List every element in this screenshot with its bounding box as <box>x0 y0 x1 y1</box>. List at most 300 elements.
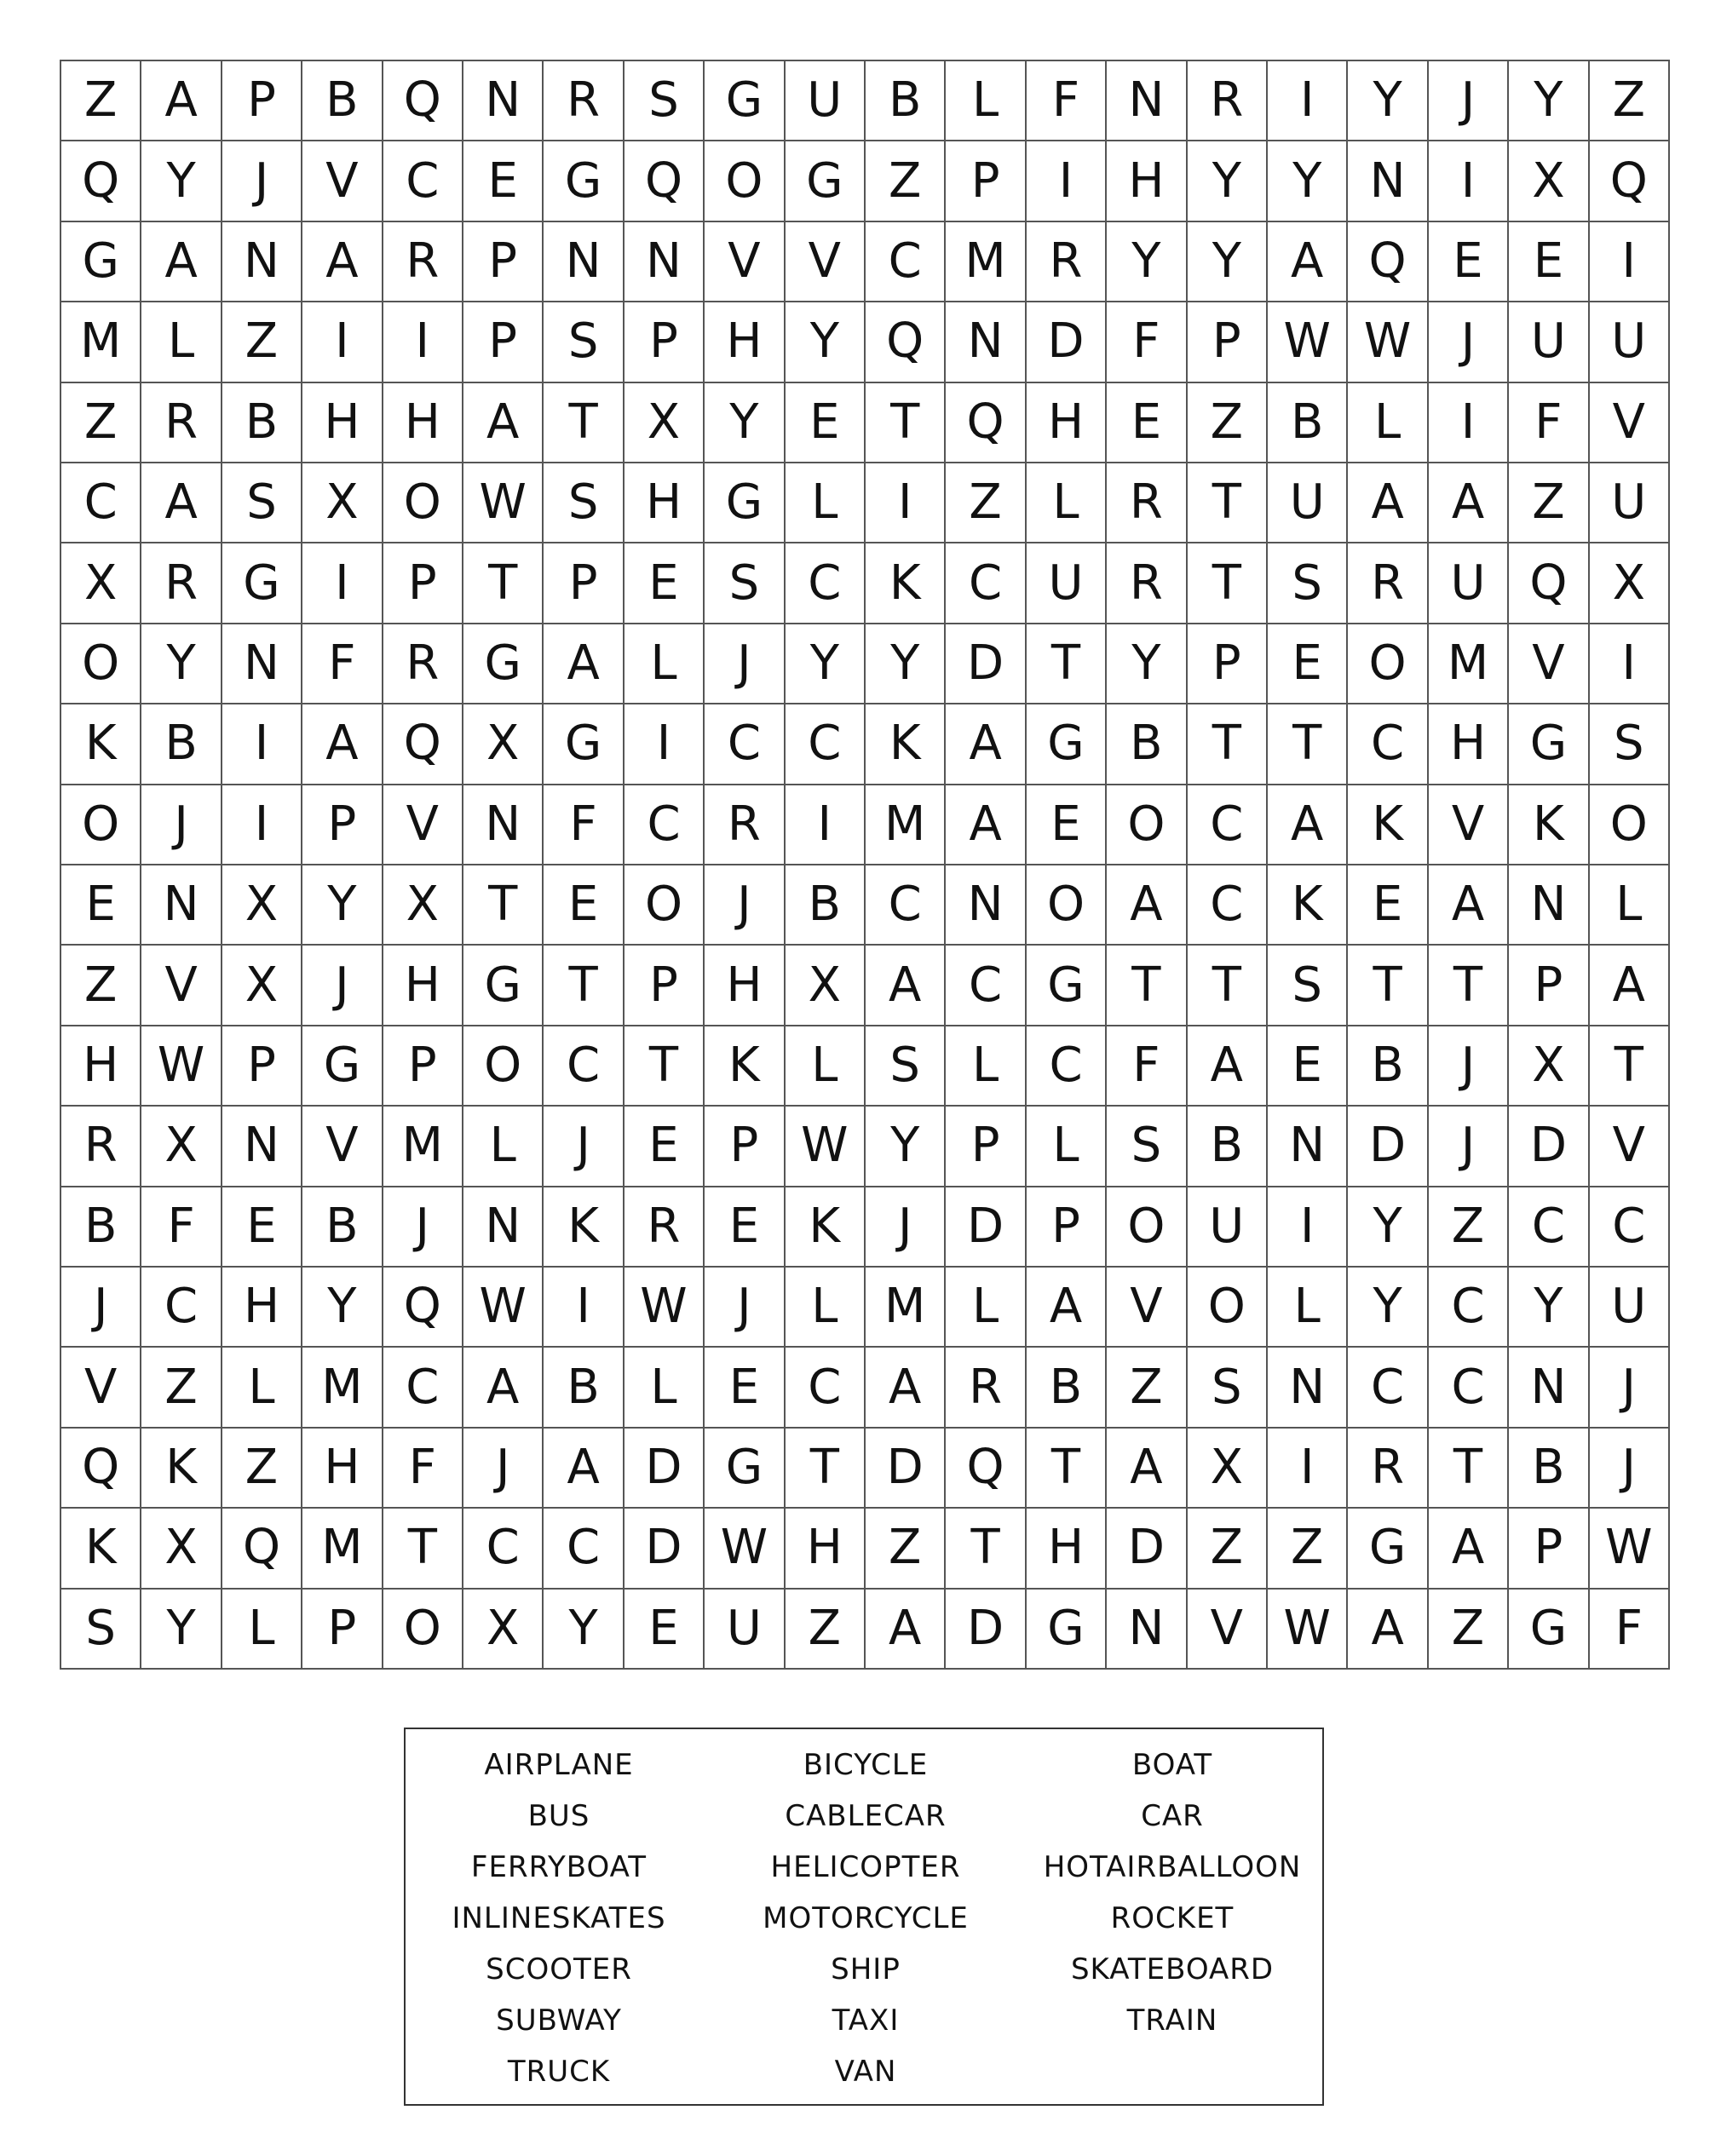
grid-cell[interactable]: Y <box>1107 624 1187 704</box>
grid-cell[interactable]: G <box>1027 704 1107 785</box>
grid-cell[interactable]: Z <box>866 1509 946 1589</box>
grid-cell[interactable]: Y <box>141 141 222 221</box>
grid-cell[interactable]: M <box>61 302 141 382</box>
grid-cell[interactable]: P <box>302 785 383 865</box>
grid-cell[interactable]: X <box>1509 1026 1589 1107</box>
grid-cell[interactable]: F <box>1107 302 1187 382</box>
grid-cell[interactable]: O <box>625 865 705 946</box>
grid-cell[interactable]: E <box>1268 624 1348 704</box>
grid-cell[interactable]: S <box>544 302 624 382</box>
grid-cell[interactable]: V <box>1590 383 1670 463</box>
grid-cell[interactable]: L <box>1348 383 1428 463</box>
grid-cell[interactable]: D <box>1027 302 1107 382</box>
grid-cell[interactable]: X <box>1590 543 1670 624</box>
grid-cell[interactable]: J <box>1590 1429 1670 1509</box>
grid-cell[interactable]: A <box>141 222 222 302</box>
grid-cell[interactable]: A <box>866 946 946 1026</box>
grid-cell[interactable]: R <box>544 61 624 141</box>
grid-cell[interactable]: K <box>866 543 946 624</box>
grid-cell[interactable]: M <box>866 785 946 865</box>
grid-cell[interactable]: C <box>141 1268 222 1348</box>
grid-cell[interactable]: V <box>1107 1268 1187 1348</box>
grid-cell[interactable]: A <box>1027 1268 1107 1348</box>
grid-cell[interactable]: N <box>946 302 1026 382</box>
grid-cell[interactable]: B <box>222 383 302 463</box>
grid-cell[interactable]: L <box>141 302 222 382</box>
grid-cell[interactable]: B <box>61 1187 141 1268</box>
grid-cell[interactable]: A <box>1429 865 1509 946</box>
grid-cell[interactable]: O <box>61 785 141 865</box>
grid-cell[interactable]: S <box>544 463 624 543</box>
grid-cell[interactable]: U <box>1590 1268 1670 1348</box>
grid-cell[interactable]: O <box>1027 865 1107 946</box>
grid-cell[interactable]: N <box>625 222 705 302</box>
grid-cell[interactable]: Y <box>1348 1268 1428 1348</box>
grid-cell[interactable]: G <box>544 141 624 221</box>
grid-cell[interactable]: O <box>61 624 141 704</box>
grid-cell[interactable]: C <box>946 946 1026 1026</box>
grid-cell[interactable]: P <box>625 946 705 1026</box>
grid-cell[interactable]: Y <box>1107 222 1187 302</box>
grid-cell[interactable]: Z <box>1268 1509 1348 1589</box>
grid-cell[interactable]: V <box>302 1107 383 1187</box>
grid-cell[interactable]: Q <box>222 1509 302 1589</box>
grid-cell[interactable]: R <box>1348 1429 1428 1509</box>
grid-cell[interactable]: T <box>1027 1429 1107 1509</box>
grid-cell[interactable]: R <box>625 1187 705 1268</box>
grid-cell[interactable]: R <box>705 785 785 865</box>
grid-cell[interactable]: C <box>383 1348 463 1428</box>
grid-cell[interactable]: Y <box>1509 1268 1589 1348</box>
grid-cell[interactable]: I <box>1429 383 1509 463</box>
grid-cell[interactable]: H <box>786 1509 866 1589</box>
grid-cell[interactable]: O <box>463 1026 544 1107</box>
grid-cell[interactable]: B <box>141 704 222 785</box>
grid-cell[interactable]: F <box>141 1187 222 1268</box>
grid-cell[interactable]: X <box>1188 1429 1268 1509</box>
grid-cell[interactable]: B <box>1348 1026 1428 1107</box>
grid-cell[interactable]: W <box>1590 1509 1670 1589</box>
grid-cell[interactable]: Z <box>61 383 141 463</box>
grid-cell[interactable]: L <box>946 1268 1026 1348</box>
grid-cell[interactable]: Z <box>1188 383 1268 463</box>
grid-cell[interactable]: I <box>222 704 302 785</box>
grid-cell[interactable]: V <box>141 946 222 1026</box>
grid-cell[interactable]: N <box>222 624 302 704</box>
grid-cell[interactable]: S <box>1188 1348 1268 1428</box>
grid-cell[interactable]: V <box>383 785 463 865</box>
grid-cell[interactable]: C <box>1188 785 1268 865</box>
grid-cell[interactable]: M <box>866 1268 946 1348</box>
grid-cell[interactable]: T <box>1188 543 1268 624</box>
grid-cell[interactable]: Y <box>302 1268 383 1348</box>
grid-cell[interactable]: A <box>463 1348 544 1428</box>
grid-cell[interactable]: Y <box>786 624 866 704</box>
grid-cell[interactable]: Z <box>222 302 302 382</box>
grid-cell[interactable]: T <box>1348 946 1428 1026</box>
grid-cell[interactable]: C <box>1348 1348 1428 1428</box>
grid-cell[interactable]: B <box>1268 383 1348 463</box>
grid-cell[interactable]: E <box>625 543 705 624</box>
grid-cell[interactable]: G <box>302 1026 383 1107</box>
grid-cell[interactable]: S <box>625 61 705 141</box>
grid-cell[interactable]: N <box>1107 61 1187 141</box>
grid-cell[interactable]: G <box>463 624 544 704</box>
grid-cell[interactable]: Y <box>1348 61 1428 141</box>
grid-cell[interactable]: F <box>383 1429 463 1509</box>
grid-cell[interactable]: L <box>786 1268 866 1348</box>
grid-cell[interactable]: X <box>786 946 866 1026</box>
grid-cell[interactable]: V <box>1590 1107 1670 1187</box>
grid-cell[interactable]: H <box>383 383 463 463</box>
grid-cell[interactable]: P <box>705 1107 785 1187</box>
grid-cell[interactable]: X <box>302 463 383 543</box>
grid-cell[interactable]: W <box>1268 302 1348 382</box>
grid-cell[interactable]: Y <box>866 1107 946 1187</box>
grid-cell[interactable]: T <box>866 383 946 463</box>
grid-cell[interactable]: R <box>1107 543 1187 624</box>
grid-cell[interactable]: T <box>786 1429 866 1509</box>
grid-cell[interactable]: J <box>141 785 222 865</box>
grid-cell[interactable]: K <box>61 704 141 785</box>
grid-cell[interactable]: T <box>383 1509 463 1589</box>
grid-cell[interactable]: O <box>383 1590 463 1670</box>
grid-cell[interactable]: P <box>1509 946 1589 1026</box>
grid-cell[interactable]: K <box>705 1026 785 1107</box>
grid-cell[interactable]: X <box>141 1107 222 1187</box>
grid-cell[interactable]: B <box>1188 1107 1268 1187</box>
grid-cell[interactable]: G <box>1509 704 1589 785</box>
grid-cell[interactable]: T <box>1107 946 1187 1026</box>
grid-cell[interactable]: W <box>625 1268 705 1348</box>
grid-cell[interactable]: K <box>866 704 946 785</box>
grid-cell[interactable]: L <box>463 1107 544 1187</box>
grid-cell[interactable]: D <box>1509 1107 1589 1187</box>
grid-cell[interactable]: H <box>1429 704 1509 785</box>
grid-cell[interactable]: S <box>222 463 302 543</box>
grid-cell[interactable]: T <box>1027 624 1107 704</box>
grid-cell[interactable]: X <box>463 1590 544 1670</box>
grid-cell[interactable]: G <box>705 1429 785 1509</box>
grid-cell[interactable]: Q <box>383 704 463 785</box>
grid-cell[interactable]: L <box>1590 865 1670 946</box>
grid-cell[interactable]: A <box>866 1590 946 1670</box>
grid-cell[interactable]: K <box>1348 785 1428 865</box>
grid-cell[interactable]: U <box>1268 463 1348 543</box>
grid-cell[interactable]: C <box>1188 865 1268 946</box>
grid-cell[interactable]: A <box>1348 1590 1428 1670</box>
grid-cell[interactable]: L <box>1027 463 1107 543</box>
grid-cell[interactable]: O <box>1590 785 1670 865</box>
grid-cell[interactable]: C <box>1429 1268 1509 1348</box>
grid-cell[interactable]: R <box>141 543 222 624</box>
grid-cell[interactable]: L <box>786 1026 866 1107</box>
grid-cell[interactable]: E <box>544 865 624 946</box>
grid-cell[interactable]: L <box>625 1348 705 1428</box>
grid-cell[interactable]: N <box>463 61 544 141</box>
grid-cell[interactable]: Q <box>383 1268 463 1348</box>
grid-cell[interactable]: A <box>1429 1509 1509 1589</box>
grid-cell[interactable]: K <box>544 1187 624 1268</box>
grid-cell[interactable]: B <box>786 865 866 946</box>
grid-cell[interactable]: H <box>302 1429 383 1509</box>
grid-cell[interactable]: G <box>544 704 624 785</box>
grid-cell[interactable]: E <box>1027 785 1107 865</box>
grid-cell[interactable]: D <box>946 1590 1026 1670</box>
grid-cell[interactable]: B <box>1027 1348 1107 1428</box>
grid-cell[interactable]: U <box>1188 1187 1268 1268</box>
grid-cell[interactable]: E <box>705 1348 785 1428</box>
grid-cell[interactable]: A <box>302 704 383 785</box>
grid-cell[interactable]: C <box>61 463 141 543</box>
grid-cell[interactable]: L <box>786 463 866 543</box>
grid-cell[interactable]: I <box>302 302 383 382</box>
grid-cell[interactable]: T <box>463 865 544 946</box>
grid-cell[interactable]: Q <box>383 61 463 141</box>
grid-cell[interactable]: V <box>1188 1590 1268 1670</box>
grid-cell[interactable]: H <box>302 383 383 463</box>
grid-cell[interactable]: L <box>625 624 705 704</box>
grid-cell[interactable]: G <box>1027 1590 1107 1670</box>
grid-cell[interactable]: G <box>1027 946 1107 1026</box>
grid-cell[interactable]: J <box>302 946 383 1026</box>
grid-cell[interactable]: I <box>866 463 946 543</box>
grid-cell[interactable]: Y <box>544 1590 624 1670</box>
grid-cell[interactable]: Z <box>61 946 141 1026</box>
grid-cell[interactable]: W <box>463 1268 544 1348</box>
grid-cell[interactable]: Z <box>1107 1348 1187 1428</box>
grid-cell[interactable]: P <box>302 1590 383 1670</box>
grid-cell[interactable]: N <box>222 222 302 302</box>
grid-cell[interactable]: A <box>1429 463 1509 543</box>
grid-cell[interactable]: V <box>302 141 383 221</box>
grid-cell[interactable]: I <box>544 1268 624 1348</box>
grid-cell[interactable]: I <box>1027 141 1107 221</box>
grid-cell[interactable]: A <box>1107 865 1187 946</box>
grid-cell[interactable]: N <box>1107 1590 1187 1670</box>
grid-cell[interactable]: S <box>866 1026 946 1107</box>
grid-cell[interactable]: L <box>946 1026 1026 1107</box>
grid-cell[interactable]: S <box>705 543 785 624</box>
grid-cell[interactable]: J <box>1429 302 1509 382</box>
grid-cell[interactable]: F <box>544 785 624 865</box>
grid-cell[interactable]: N <box>463 785 544 865</box>
grid-cell[interactable]: E <box>1429 222 1509 302</box>
grid-cell[interactable]: X <box>222 865 302 946</box>
grid-cell[interactable]: P <box>463 222 544 302</box>
grid-cell[interactable]: H <box>383 946 463 1026</box>
grid-cell[interactable]: P <box>1509 1509 1589 1589</box>
grid-cell[interactable]: C <box>1429 1348 1509 1428</box>
grid-cell[interactable]: Q <box>1509 543 1589 624</box>
grid-cell[interactable]: I <box>786 785 866 865</box>
grid-cell[interactable]: P <box>1027 1187 1107 1268</box>
grid-cell[interactable]: T <box>625 1026 705 1107</box>
grid-cell[interactable]: E <box>1509 222 1589 302</box>
grid-cell[interactable]: B <box>302 1187 383 1268</box>
grid-cell[interactable]: D <box>946 1187 1026 1268</box>
grid-cell[interactable]: A <box>302 222 383 302</box>
grid-cell[interactable]: Q <box>61 1429 141 1509</box>
grid-cell[interactable]: P <box>625 302 705 382</box>
grid-cell[interactable]: P <box>1188 624 1268 704</box>
grid-cell[interactable]: P <box>544 543 624 624</box>
grid-cell[interactable]: P <box>222 61 302 141</box>
grid-cell[interactable]: N <box>222 1107 302 1187</box>
grid-cell[interactable]: J <box>1429 61 1509 141</box>
grid-cell[interactable]: C <box>625 785 705 865</box>
grid-cell[interactable]: U <box>1027 543 1107 624</box>
grid-cell[interactable]: D <box>625 1429 705 1509</box>
grid-cell[interactable]: I <box>1590 222 1670 302</box>
grid-cell[interactable]: U <box>1429 543 1509 624</box>
grid-cell[interactable]: A <box>1107 1429 1187 1509</box>
grid-cell[interactable]: B <box>1509 1429 1589 1509</box>
grid-cell[interactable]: G <box>786 141 866 221</box>
grid-cell[interactable]: C <box>463 1509 544 1589</box>
grid-cell[interactable]: P <box>946 1107 1026 1187</box>
grid-cell[interactable]: E <box>1268 1026 1348 1107</box>
grid-cell[interactable]: H <box>1107 141 1187 221</box>
grid-cell[interactable]: S <box>1107 1107 1187 1187</box>
grid-cell[interactable]: W <box>1348 302 1428 382</box>
grid-cell[interactable]: E <box>222 1187 302 1268</box>
grid-cell[interactable]: T <box>1429 1429 1509 1509</box>
grid-cell[interactable]: L <box>1268 1268 1348 1348</box>
grid-cell[interactable]: M <box>383 1107 463 1187</box>
grid-cell[interactable]: V <box>61 1348 141 1428</box>
grid-cell[interactable]: J <box>61 1268 141 1348</box>
grid-cell[interactable]: H <box>1027 383 1107 463</box>
grid-cell[interactable]: F <box>1590 1590 1670 1670</box>
grid-cell[interactable]: A <box>1268 785 1348 865</box>
grid-cell[interactable]: H <box>705 946 785 1026</box>
grid-cell[interactable]: Y <box>141 1590 222 1670</box>
grid-cell[interactable]: T <box>1188 946 1268 1026</box>
grid-cell[interactable]: M <box>1429 624 1509 704</box>
grid-cell[interactable]: R <box>1107 463 1187 543</box>
grid-cell[interactable]: N <box>946 865 1026 946</box>
grid-cell[interactable]: G <box>61 222 141 302</box>
grid-cell[interactable]: K <box>786 1187 866 1268</box>
grid-cell[interactable]: F <box>1509 383 1589 463</box>
grid-cell[interactable]: Z <box>866 141 946 221</box>
grid-cell[interactable]: R <box>61 1107 141 1187</box>
grid-cell[interactable]: J <box>866 1187 946 1268</box>
grid-cell[interactable]: A <box>946 785 1026 865</box>
grid-cell[interactable]: G <box>222 543 302 624</box>
grid-cell[interactable]: D <box>1348 1107 1428 1187</box>
grid-cell[interactable]: K <box>141 1429 222 1509</box>
grid-cell[interactable]: E <box>625 1590 705 1670</box>
grid-cell[interactable]: U <box>1509 302 1589 382</box>
grid-cell[interactable]: U <box>1590 302 1670 382</box>
grid-cell[interactable]: O <box>1348 624 1428 704</box>
grid-cell[interactable]: W <box>463 463 544 543</box>
grid-cell[interactable]: G <box>1509 1590 1589 1670</box>
grid-cell[interactable]: E <box>1348 865 1428 946</box>
grid-cell[interactable]: X <box>141 1509 222 1589</box>
grid-cell[interactable]: R <box>946 1348 1026 1428</box>
grid-cell[interactable]: C <box>1027 1026 1107 1107</box>
grid-cell[interactable]: E <box>705 1187 785 1268</box>
grid-cell[interactable]: D <box>1107 1509 1187 1589</box>
grid-cell[interactable]: J <box>1429 1107 1509 1187</box>
grid-cell[interactable]: A <box>141 61 222 141</box>
grid-cell[interactable]: O <box>1107 785 1187 865</box>
grid-cell[interactable]: I <box>625 704 705 785</box>
grid-cell[interactable]: H <box>625 463 705 543</box>
grid-cell[interactable]: J <box>1429 1026 1509 1107</box>
grid-cell[interactable]: S <box>1268 946 1348 1026</box>
grid-cell[interactable]: C <box>946 543 1026 624</box>
grid-cell[interactable]: W <box>1268 1590 1348 1670</box>
grid-cell[interactable]: C <box>1590 1187 1670 1268</box>
grid-cell[interactable]: B <box>866 61 946 141</box>
grid-cell[interactable]: E <box>463 141 544 221</box>
grid-cell[interactable]: D <box>866 1429 946 1509</box>
grid-cell[interactable]: Z <box>1429 1590 1509 1670</box>
grid-cell[interactable]: O <box>1188 1268 1268 1348</box>
grid-cell[interactable]: X <box>463 704 544 785</box>
grid-cell[interactable]: I <box>1429 141 1509 221</box>
grid-cell[interactable]: Q <box>1590 141 1670 221</box>
grid-cell[interactable]: O <box>1107 1187 1187 1268</box>
grid-cell[interactable]: Q <box>625 141 705 221</box>
grid-cell[interactable]: T <box>1429 946 1509 1026</box>
grid-cell[interactable]: G <box>1348 1509 1428 1589</box>
grid-cell[interactable]: X <box>1509 141 1589 221</box>
grid-cell[interactable]: R <box>1348 543 1428 624</box>
grid-cell[interactable]: T <box>1188 463 1268 543</box>
grid-cell[interactable]: M <box>946 222 1026 302</box>
grid-cell[interactable]: G <box>705 463 785 543</box>
grid-cell[interactable]: E <box>61 865 141 946</box>
grid-cell[interactable]: H <box>222 1268 302 1348</box>
grid-cell[interactable]: K <box>1268 865 1348 946</box>
grid-cell[interactable]: H <box>61 1026 141 1107</box>
grid-cell[interactable]: U <box>705 1590 785 1670</box>
grid-cell[interactable]: O <box>383 463 463 543</box>
grid-cell[interactable]: C <box>786 704 866 785</box>
grid-cell[interactable]: T <box>1268 704 1348 785</box>
grid-cell[interactable]: J <box>463 1429 544 1509</box>
grid-cell[interactable]: T <box>544 383 624 463</box>
grid-cell[interactable]: Y <box>786 302 866 382</box>
grid-cell[interactable]: I <box>1268 61 1348 141</box>
grid-cell[interactable]: K <box>61 1509 141 1589</box>
grid-cell[interactable]: Q <box>946 1429 1026 1509</box>
grid-cell[interactable]: A <box>1268 222 1348 302</box>
grid-cell[interactable]: U <box>786 61 866 141</box>
grid-cell[interactable]: C <box>786 1348 866 1428</box>
grid-cell[interactable]: J <box>383 1187 463 1268</box>
grid-cell[interactable]: G <box>463 946 544 1026</box>
grid-cell[interactable]: J <box>705 865 785 946</box>
grid-cell[interactable]: I <box>383 302 463 382</box>
grid-cell[interactable]: I <box>1268 1187 1348 1268</box>
grid-cell[interactable]: D <box>946 624 1026 704</box>
grid-cell[interactable]: Y <box>302 865 383 946</box>
grid-cell[interactable]: H <box>1027 1509 1107 1589</box>
grid-cell[interactable]: P <box>222 1026 302 1107</box>
grid-cell[interactable]: P <box>1188 302 1268 382</box>
grid-cell[interactable]: A <box>1348 463 1428 543</box>
grid-cell[interactable]: Q <box>946 383 1026 463</box>
grid-cell[interactable]: A <box>866 1348 946 1428</box>
grid-cell[interactable]: R <box>141 383 222 463</box>
grid-cell[interactable]: E <box>786 383 866 463</box>
